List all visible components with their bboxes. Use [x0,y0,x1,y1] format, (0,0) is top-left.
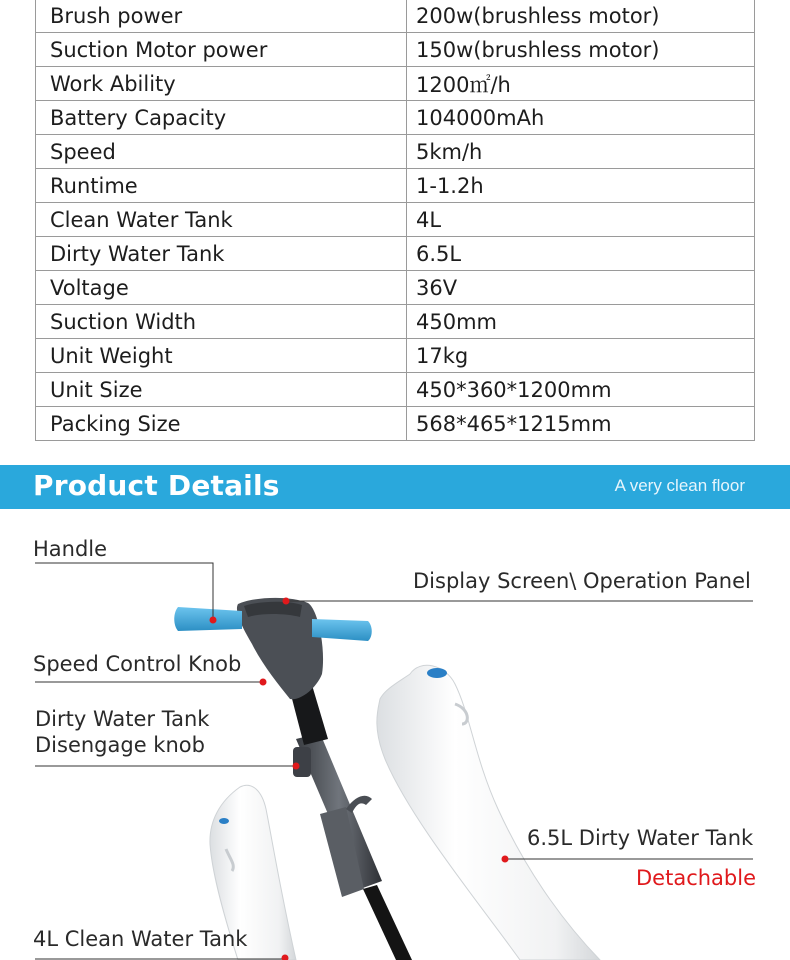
middle-pole [293,733,382,897]
spec-label: Runtime [36,169,407,203]
spec-label: Speed [36,135,407,169]
spec-value: 450mm [407,305,755,339]
spec-label: Unit Size [36,373,407,407]
callout-dirty-knob-line1: Dirty Water Tank [35,707,210,731]
spec-row [36,407,755,441]
spec-value: 4L [407,203,755,237]
spec-value: 150w(brushless motor) [407,33,755,67]
product-details-banner [0,465,790,509]
spec-label: Packing Size [36,407,407,441]
spec-label: Unit Weight [36,339,407,373]
callout-clean-water-tank: 4L Clean Water Tank [33,927,248,951]
callout-display-screen: Display Screen\ Operation Panel [413,569,751,593]
spec-label: Battery Capacity [36,101,407,135]
spec-value: 6.5L [407,237,755,271]
spec-row [36,305,755,339]
spec-value: 1-1.2h [407,169,755,203]
callout-handle: Handle [33,537,108,561]
spec-table [35,0,755,441]
spec-row [36,271,755,305]
spec-row [36,101,755,135]
spec-row [36,237,755,271]
spec-row [36,373,755,407]
spec-row [36,33,755,67]
spec-row [36,0,755,33]
lower-pole [363,885,412,960]
spec-value: 104000mAh [407,101,755,135]
spec-row [36,339,755,373]
spec-value: 200w(brushless motor) [407,0,755,33]
spec-row [36,67,755,101]
spec-label: Suction Motor power [36,33,407,67]
callout-speed-control-knob: Speed Control Knob [33,652,242,676]
product-diagram [0,509,790,960]
callout-dirty-water-tank: 6.5L Dirty Water Tank [527,826,754,850]
spec-value: 5km/h [407,135,755,169]
handle-head [174,598,372,699]
spec-value: 17kg [407,339,755,373]
callout-detachable: Detachable [636,866,757,890]
spec-value: 1200㎡/h [407,67,755,101]
spec-row [36,203,755,237]
spec-label: Voltage [36,271,407,305]
spec-label: Dirty Water Tank [36,237,407,271]
spec-label: Clean Water Tank [36,203,407,237]
dirty-water-tank [377,665,600,960]
banner-title: Product Details [33,469,280,502]
banner-subtitle: A very clean floor [614,476,745,495]
spec-row [36,169,755,203]
spec-value: 450*360*1200mm [407,373,755,407]
callout-dirty-knob-line2: Disengage knob [35,733,205,757]
spec-label: Suction Width [36,305,407,339]
spec-row [36,135,755,169]
spec-value: 36V [407,271,755,305]
spec-table-body [36,0,755,441]
spec-label: Brush power [36,0,407,33]
spec-label: Work Ability [36,67,407,101]
spec-value: 568*465*1215mm [407,407,755,441]
